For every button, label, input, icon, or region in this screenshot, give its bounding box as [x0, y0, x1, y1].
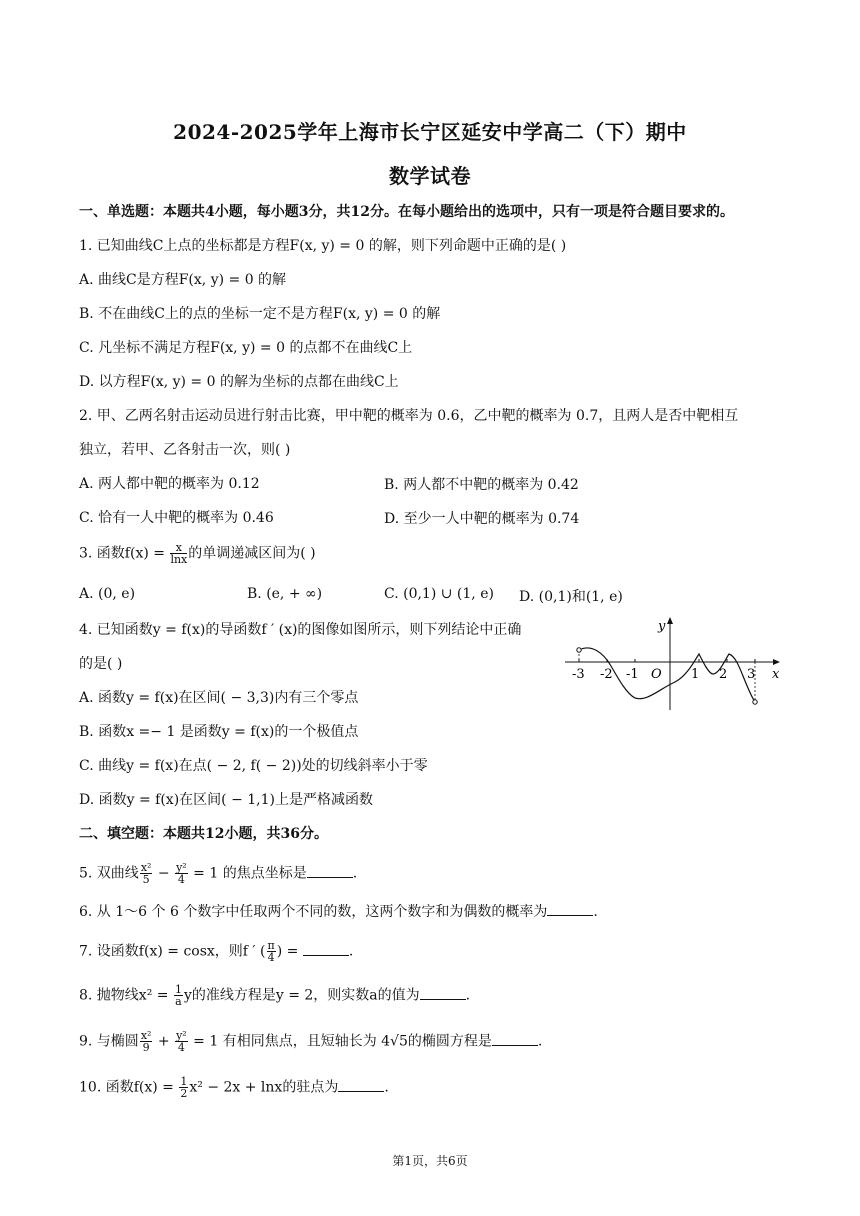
question-3-stem [79, 542, 316, 565]
page-title: 2024-2025学年上海市长宁区延安中学高二（下）期中 [173, 120, 687, 144]
tick-label: 2 [719, 667, 728, 682]
question-4-option-d: D. 函数y = f(x)在区间( − 1,1)上是严格减函数 [79, 792, 373, 808]
fraction-denominator: 9 [142, 1041, 150, 1054]
x-axis-arrow-icon [773, 659, 780, 665]
question-4-option-b: B. 函数x =− 1 是函数y = f(x)的一个极值点 [79, 724, 359, 740]
question-8-suffix: y的准线方程是y = 2，则实数a的值为 [183, 987, 420, 1004]
question-1-option-b: B. 不在曲线C上的点的坐标一定不是方程F(x, y) = 0 的解 [79, 306, 441, 322]
section-heading-fill-in: 二、填空题：本题共12小题，共36分。 [79, 826, 328, 842]
operator: − [153, 865, 175, 882]
question-5 [79, 862, 357, 885]
question-3-option-d: D. (0,1)和(1, e) [519, 589, 623, 605]
answer-blank[interactable] [492, 1033, 538, 1046]
question-3-prefix: 3. 函数f(x) = [79, 545, 170, 562]
tick-label: 3 [747, 667, 756, 682]
question-4-stem-line1: 4. 已知函数y = f(x)的导函数f ′ (x)的图像如图所示，则下列结论中正确 [79, 622, 522, 638]
question-6 [79, 902, 598, 922]
fraction-numerator: x² [140, 1029, 152, 1042]
question-3-suffix: 的单调递减区间为( ) [188, 545, 316, 562]
fraction-denominator: 4 [177, 1041, 185, 1054]
question-4-option-a: A. 函数y = f(x)在区间( − 3,3)内有三个零点 [79, 690, 359, 706]
period: . [465, 987, 471, 1004]
tick-label: 1 [691, 667, 700, 682]
fraction-numerator: x² [140, 861, 152, 874]
question-2-option-a: A. 两人都中靶的概率为 0.12 [79, 476, 260, 492]
question-10-suffix: x² − 2x + lnx的驻点为 [189, 1079, 339, 1096]
fraction-denominator: 4 [177, 873, 185, 886]
question-3-option-a: A. (0, e) [79, 586, 136, 602]
page-footer: 第1页，共6页 [392, 1154, 468, 1168]
question-3-fraction [170, 542, 187, 565]
fraction-denominator: lnx [170, 553, 188, 566]
derivative-graph [563, 614, 783, 714]
answer-blank[interactable] [547, 903, 593, 916]
question-2-option-c: C. 恰有一人中靶的概率为 0.46 [79, 510, 274, 526]
question-7-suffix: ) = [276, 943, 303, 960]
fraction-numerator: 1 [174, 983, 182, 996]
question-3-option-b: B. (e, + ∞) [247, 586, 323, 602]
period: . [537, 1033, 543, 1050]
fraction-numerator: π [267, 939, 275, 952]
y-axis-arrow-icon [667, 617, 673, 624]
question-9-suffix: = 1 有相同焦点，且短轴长为 4√5的椭圆方程是 [188, 1033, 492, 1050]
question-5-prefix: 5. 双曲线 [79, 865, 139, 882]
question-9 [79, 1030, 542, 1053]
fraction [179, 1076, 188, 1099]
period: . [348, 943, 354, 960]
fraction [140, 862, 153, 885]
period: . [384, 1079, 389, 1096]
question-6-text: 6. 从 1～6 个 6 个数字中任取两个不同的数，这两个数字和为偶数的概率为 [79, 904, 548, 920]
tick-label: -3 [572, 667, 585, 682]
fraction-numerator: x [170, 542, 187, 554]
fraction-denominator: a [175, 995, 182, 1008]
tick-label: -1 [626, 667, 639, 682]
answer-blank[interactable] [307, 865, 353, 878]
question-1-stem: 1. 已知曲线C上点的坐标都是方程F(x, y) = 0 的解，则下列命题中正确的是( ) [79, 238, 567, 254]
open-endpoint-right [753, 700, 757, 704]
fraction-denominator: 5 [142, 873, 150, 886]
section-heading-single-choice: 一、单选题：本题共4小题，每小题3分，共12分。在每小题给出的选项中，只有一项是符合题目要求的。 [79, 204, 734, 220]
tick-label: -2 [600, 667, 613, 682]
fraction [140, 1030, 153, 1053]
question-2-option-b: B. 两人都不中靶的概率为 0.42 [384, 477, 579, 493]
fraction-denominator: 2 [180, 1087, 188, 1100]
fraction [175, 862, 188, 885]
origin-label: O [651, 667, 662, 682]
answer-blank[interactable] [420, 987, 466, 1000]
question-8 [79, 984, 470, 1007]
question-10 [79, 1076, 389, 1099]
question-2-stem-line1: 2. 甲、乙两名射击运动员进行射击比赛，甲中靶的概率为 0.6，乙中靶的概率为 0.7，且两人是否中靶相互 [79, 408, 739, 424]
question-1-option-d: D. 以方程F(x, y) = 0 的解为坐标的点都在曲线C上 [79, 374, 399, 390]
question-4-option-c: C. 曲线y = f(x)在点( − 2, f( − 2))处的切线斜率小于零 [79, 758, 428, 774]
question-2-stem-line2: 独立，若甲、乙各射击一次，则( ) [79, 442, 291, 458]
answer-blank[interactable] [338, 1079, 384, 1092]
question-7-prefix: 7. 设函数f(x) = cosx，则f ′ ( [79, 943, 266, 960]
fraction [175, 1030, 188, 1053]
fraction [267, 940, 276, 963]
operator: + [153, 1033, 175, 1050]
fraction-numerator: y² [176, 1029, 187, 1042]
y-axis-label: y [658, 619, 666, 634]
question-8-prefix: 8. 抛物线x² = [79, 987, 173, 1004]
question-9-prefix: 9. 与椭圆 [79, 1033, 139, 1050]
question-1-option-a: A. 曲线C是方程F(x, y) = 0 的解 [79, 272, 287, 288]
question-2-option-d: D. 至少一人中靶的概率为 0.74 [384, 511, 580, 527]
fraction [174, 984, 183, 1007]
question-4-stem-line2: 的是( ) [79, 656, 123, 672]
question-3-option-c: C. (0,1) ∪ (1, e) [384, 586, 494, 602]
question-7 [79, 940, 353, 963]
fraction-numerator: 1 [180, 1075, 188, 1088]
period: . [593, 904, 598, 920]
period: . [352, 865, 358, 882]
question-10-prefix: 10. 函数f(x) = [79, 1079, 179, 1096]
question-1-option-c: C. 凡坐标不满足方程F(x, y) = 0 的点都不在曲线C上 [79, 340, 413, 356]
x-axis-label: x [772, 667, 780, 682]
answer-blank[interactable] [303, 943, 349, 956]
page-subtitle: 数学试卷 [389, 164, 471, 188]
fraction-denominator: 4 [267, 951, 275, 964]
open-endpoint-left [577, 648, 581, 652]
question-5-suffix: = 1 的焦点坐标是 [188, 865, 307, 882]
fraction-numerator: y² [176, 861, 187, 874]
